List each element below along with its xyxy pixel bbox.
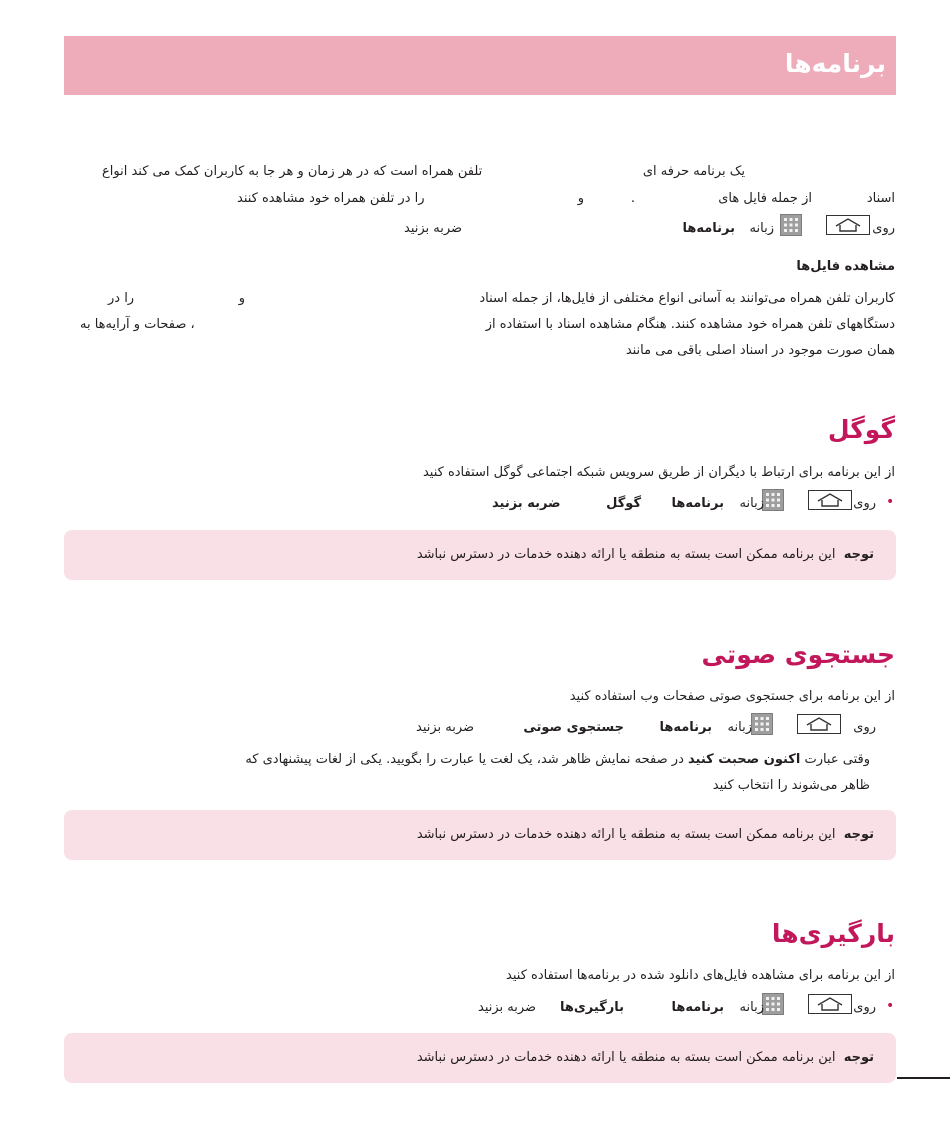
google-step-on: روی xyxy=(853,496,876,511)
downloads-desc: از این برنامه برای مشاهده فایل‌های دانلود شده در برنامه‌ها استفاده کنید xyxy=(506,968,895,983)
bullet-icon: • xyxy=(886,494,895,510)
voice-step-on: روی xyxy=(853,720,876,735)
intro-line3-on: روی xyxy=(872,221,895,236)
downloads-step-on: روی xyxy=(853,1000,876,1015)
home-key-icon xyxy=(808,490,852,510)
intro-line3-apps: برنامه‌ها xyxy=(682,221,735,236)
voice-para-line1: وقتی عبارت اکنون صحبت کنید در صفحه نمایش ظاهر شد، یک لغت یا عبارت را بگویید. یکی از لغات پیشنهادی که xyxy=(245,752,870,767)
intro-line2-b: از جمله فایل های xyxy=(718,191,812,206)
intro-line2-e: را در تلفن همراه خود مشاهده کنند xyxy=(237,191,425,206)
voice-search-title: جستجوی صوتی xyxy=(701,640,895,669)
bullet-icon: • xyxy=(886,998,895,1014)
google-step-tap: ضربه بزنید xyxy=(492,496,561,511)
intro-line2-d: و xyxy=(577,191,584,206)
page-header xyxy=(64,36,896,95)
google-note xyxy=(64,530,896,580)
intro-line2-c: . xyxy=(630,191,635,206)
note-text: این برنامه ممکن است بسته به منطقه یا ارائه دهنده خدمات در دسترس نباشد xyxy=(416,547,836,562)
view-files-heading: مشاهده فایل‌ها xyxy=(796,259,895,274)
voice-para-line2: ظاهر می‌شوند را انتخاب کنید xyxy=(712,778,870,793)
voice-step-tap: ضربه بزنید xyxy=(416,720,475,735)
voice-step-app: جستجوی صوتی xyxy=(523,720,624,735)
apps-grid-icon xyxy=(751,713,773,735)
intro-para-line1: کاربران تلفن همراه می‌توانند به آسانی انواع مختلفی از فایل‌ها، از جمله اسناد xyxy=(479,291,895,306)
downloads-step-app: بارگیری‌ها xyxy=(559,1000,624,1015)
intro-para-line3: همان صورت موجود در اسناد اصلی باقی می مانند xyxy=(625,343,895,358)
downloads-note xyxy=(64,1033,896,1083)
home-key-icon xyxy=(808,994,852,1014)
google-step-app: گوگل xyxy=(606,496,641,511)
google-step-tab: زبانه xyxy=(739,496,764,511)
intro-para-line2: دستگاههای تلفن همراه خود مشاهده کنند. هنگام مشاهده اسناد با استفاده از xyxy=(485,317,895,332)
voice-note xyxy=(64,810,896,860)
intro-line1-b: تلفن همراه است که در هر زمان و هر جا به کاربران کمک می کند انواع xyxy=(102,164,483,179)
apps-grid-icon xyxy=(780,214,802,236)
google-step-apps: برنامه‌ها xyxy=(671,496,724,511)
intro-line1-a: یک برنامه حرفه ای xyxy=(642,164,745,179)
note-text: این برنامه ممکن است بسته به منطقه یا ارائه دهنده خدمات در دسترس نباشد xyxy=(416,827,836,842)
note-text: این برنامه ممکن است بسته به منطقه یا ارائه دهنده خدمات در دسترس نباشد xyxy=(416,1050,836,1065)
home-key-icon xyxy=(826,215,870,235)
downloads-step-apps: برنامه‌ها xyxy=(671,1000,724,1015)
intro-para-line1-and: و xyxy=(238,291,245,306)
intro-line2-a: اسناد xyxy=(866,191,895,206)
google-title: گوگل xyxy=(827,415,895,444)
note-label: توجه xyxy=(843,1050,874,1065)
voice-step-tab: زبانه xyxy=(727,720,752,735)
intro-line3-tap: ضربه بزنید xyxy=(404,221,463,236)
intro-line3-tab: زبانه xyxy=(749,221,774,236)
note-label: توجه xyxy=(843,827,874,842)
footer-rule xyxy=(897,1077,950,1079)
voice-step-apps: برنامه‌ها xyxy=(659,720,712,735)
note-label: توجه xyxy=(843,547,874,562)
home-key-icon xyxy=(797,714,841,734)
downloads-title: بارگیری‌ها xyxy=(771,919,895,948)
downloads-step-tap: ضربه بزنید xyxy=(478,1000,537,1015)
apps-grid-icon xyxy=(762,489,784,511)
voice-desc: از این برنامه برای جستجوی صوتی صفحات وب استفاده کنید xyxy=(569,689,895,704)
apps-grid-icon xyxy=(762,993,784,1015)
page-title: برنامه‌ها xyxy=(784,49,886,78)
intro-para-line1-in: را در xyxy=(108,291,135,306)
downloads-step-tab: زبانه xyxy=(739,1000,764,1015)
speak-now-phrase: اکنون صحبت کنید xyxy=(688,752,801,767)
google-desc: از این برنامه برای ارتباط با دیگران از طریق سرویس شبکه اجتماعی گوگل استفاده کنید xyxy=(422,465,895,480)
intro-para-line2-b: ، صفحات و آرایه‌ها به xyxy=(80,317,195,332)
